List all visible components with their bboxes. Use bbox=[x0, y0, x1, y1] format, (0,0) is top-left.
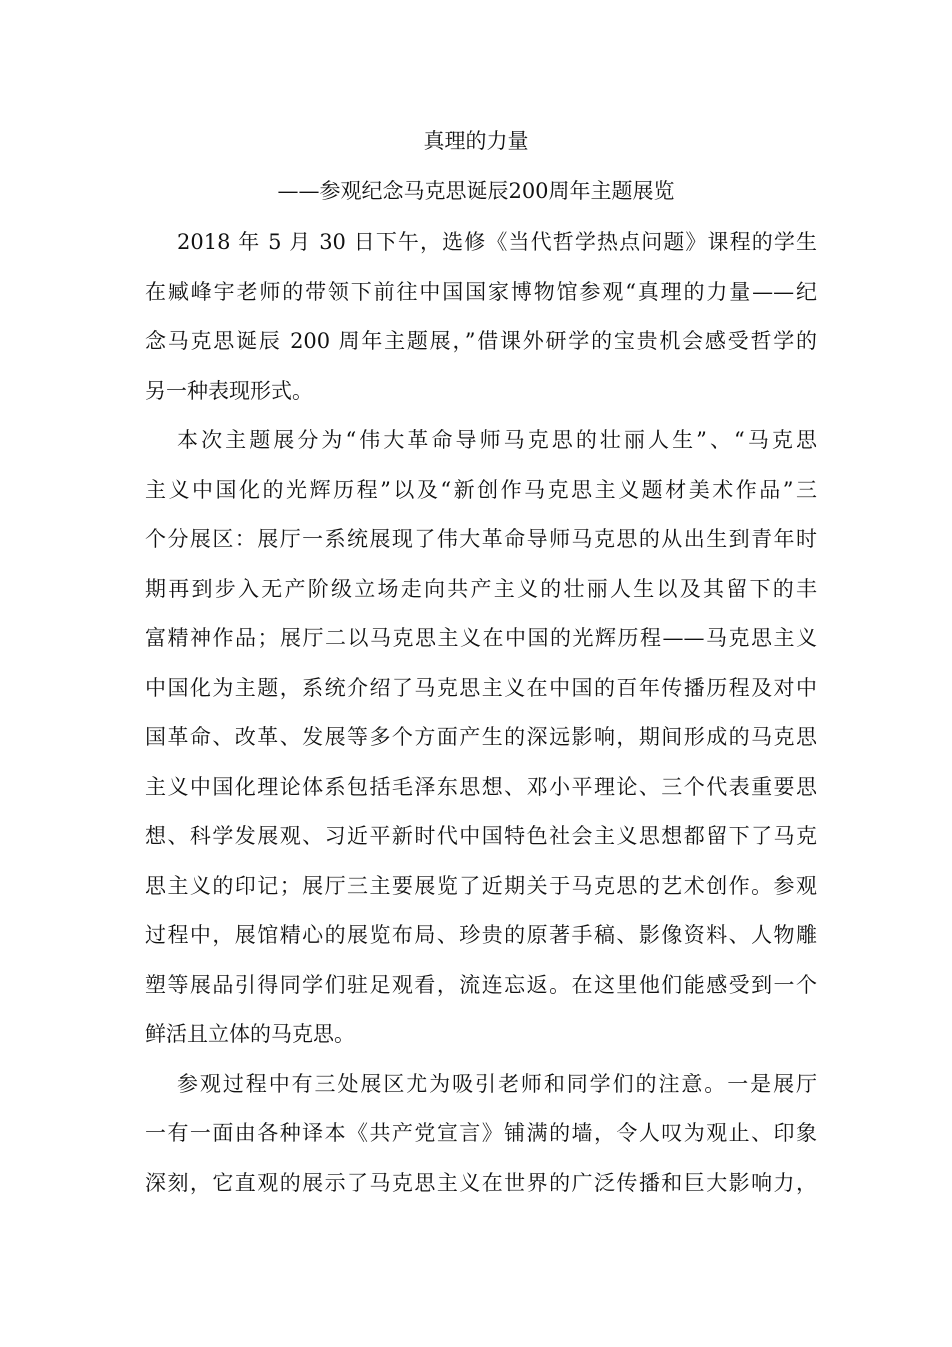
text-line: 国革命、改革、发展等多个方面产生的深远影响，期间形成的马克思 bbox=[145, 725, 817, 749]
text-line: 期再到步入无产阶级立场走向共产主义的壮丽人生以及其留下的丰 bbox=[145, 576, 817, 601]
text-line: 富精神作品；展厅二以马克思主义在中国的光辉历程——马克思主义 bbox=[145, 626, 817, 650]
text-line: 塑等展品引得同学们驻足观看，流连忘返。在这里他们能感受到一个 bbox=[145, 972, 817, 997]
document-subtitle: ——参观纪念马克思诞辰200周年主题展览 bbox=[277, 179, 675, 203]
text-line: 参观过程中有三处展区尤为吸引老师和同学们的注意。一是展厅 bbox=[177, 1071, 817, 1096]
text-line: 中国化为主题，系统介绍了马克思主义在中国的百年传播历程及对中 bbox=[145, 675, 817, 700]
text-line: 过程中，展馆精心的展览布局、珍贵的原著手稿、影像资料、人物雕 bbox=[145, 923, 817, 947]
text-line: 主义中国化的光辉历程”以及“新创作马克思主义题材美术作品”三 bbox=[145, 477, 817, 502]
text-line: 2018 年 5 月 30 日下午，选修《当代哲学热点问题》课程的学生 bbox=[177, 230, 817, 254]
text-line: 念马克思诞辰 200 周年主题展，”借课外研学的宝贵机会感受哲学的 bbox=[145, 329, 817, 353]
text-line: 思主义的印记；展厅三主要展览了近期关于马克思的艺术创作。参观 bbox=[145, 873, 817, 898]
text-line: 深刻，它直观的展示了马克思主义在世界的广泛传播和巨大影响力， bbox=[145, 1170, 817, 1195]
text-line: 在臧峰宇老师的带领下前往中国国家博物馆参观“真理的力量——纪 bbox=[145, 279, 817, 304]
text-line: 个分展区：展厅一系统展现了伟大革命导师马克思的从出生到青年时 bbox=[145, 527, 817, 551]
text-line: 另一种表现形式。 bbox=[145, 378, 313, 403]
text-line: 想、科学发展观、习近平新时代中国特色社会主义思想都留下了马克 bbox=[145, 824, 817, 848]
text-line: 一有一面由各种译本《共产党宣言》铺满的墙，令人叹为观止、印象 bbox=[145, 1121, 817, 1145]
text-line: 鲜活且立体的马克思。 bbox=[145, 1022, 355, 1046]
text-line: 主义中国化理论体系包括毛泽东思想、邓小平理论、三个代表重要思 bbox=[145, 774, 817, 799]
document-title: 真理的力量 bbox=[423, 129, 529, 153]
document-body bbox=[145, 222, 817, 1212]
text-line: 本次主题展分为“伟大革命导师马克思的壮丽人生”、“马克思 bbox=[177, 428, 817, 452]
